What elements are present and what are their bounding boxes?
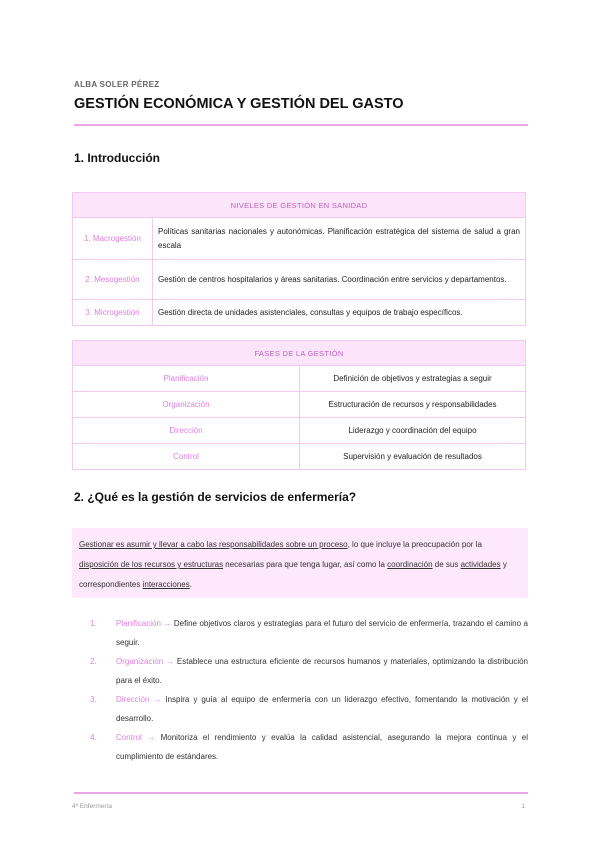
table-row <box>73 444 526 470</box>
phase-description: Liderazgo y coordinación del equipo <box>300 418 526 444</box>
table-row <box>73 366 526 392</box>
phases-table <box>72 340 526 470</box>
footer-course: 4º Enfermería <box>72 803 112 810</box>
underlined-text: coordinación <box>387 560 433 569</box>
quote-text: necesarias para que tenga lugar, así como la <box>223 560 388 569</box>
list-term: Dirección → <box>116 695 162 704</box>
list-number: 1. <box>90 619 97 628</box>
table-row <box>73 418 526 444</box>
document-title: GESTIÓN ECONÓMICA Y GESTIÓN DEL GASTO <box>74 96 404 112</box>
quote-text: . <box>189 580 192 589</box>
list-text: Establece una estructura eficiente de recursos humanos y materiales, optimizando la distribución para el éxito. <box>116 657 528 685</box>
list-term: Control → <box>116 733 156 742</box>
underlined-text: Gestionar es asumir y llevar a cabo las responsabilidades sobre un proceso <box>79 540 348 549</box>
phase-description: Supervisión y evaluación de resultados <box>300 444 526 470</box>
title-divider <box>74 124 528 126</box>
page-number: 1 <box>521 803 525 810</box>
definition-quote-box <box>72 528 528 598</box>
level-description: Gestión de centros hospitalarios y áreas sanitarias. Coordinación entre servicios y departamentos. <box>153 260 526 300</box>
quote-text: y correspondientes <box>79 560 507 589</box>
phase-label: Dirección <box>73 418 300 444</box>
level-label: 1. Macrogestión <box>73 218 153 260</box>
phase-label: Organización <box>73 392 300 418</box>
list-number: 3. <box>90 695 97 704</box>
management-phases-list <box>90 614 528 766</box>
level-label: 2 .Mesogestión <box>73 260 153 300</box>
level-description: Gestión directa de unidades asistenciales, consultas y equipos de trabajo específicos. <box>153 300 526 326</box>
list-item <box>90 728 528 766</box>
list-term: Planificación → <box>116 619 172 628</box>
list-term: Organización → <box>116 657 175 666</box>
list-text: Define objetivos claros y estrategias para el futuro del servicio de enfermería, trazando el camino a seguir. <box>116 619 529 647</box>
levels-table-header: NIVELES DE GESTIÓN EN SANIDAD <box>73 193 526 218</box>
list-number: 2. <box>90 657 97 666</box>
author-name: ALBA SOLER PÉREZ <box>74 80 160 89</box>
phase-label: Control <box>73 444 300 470</box>
phase-description: Estructuración de recursos y responsabilidades <box>300 392 526 418</box>
quote-text: de sus <box>432 560 461 569</box>
underlined-text: disposición de los recursos y estructuras <box>79 560 224 569</box>
list-number: 4. <box>90 733 97 742</box>
level-description: Políticas sanitarias nacionales y autonómicas. Planificación estratégica del sistema de salud a gran escala <box>153 218 526 260</box>
levels-table <box>72 192 526 326</box>
list-item <box>90 614 528 652</box>
table-row <box>73 260 526 300</box>
underlined-text: interacciones <box>142 580 190 589</box>
level-label: 3. Microgestión <box>73 300 153 326</box>
table-row <box>73 392 526 418</box>
phase-description: Definición de objetivos y estrategias a seguir <box>300 366 526 392</box>
quote-text: , lo que incluye la preocupación por la <box>347 540 482 549</box>
footer-divider <box>74 792 528 794</box>
table-row <box>73 300 526 326</box>
phases-table-header: FASES DE LA GESTIÓN <box>73 341 526 366</box>
phase-label: Planificación <box>73 366 300 392</box>
underlined-text: actividades <box>460 560 501 569</box>
list-item <box>90 690 528 728</box>
list-text: Monitoriza el rendimiento y evalúa la calidad asistencial, asegurando la mejora continua y el cumplimiento de estándares. <box>116 733 528 761</box>
table-row <box>73 218 526 260</box>
section-heading-introduccion: 1. Introducción <box>74 151 161 165</box>
section-heading-gestion-enfermeria: 2. ¿Qué es la gestión de servicios de enfermería? <box>74 490 357 504</box>
list-item <box>90 652 528 690</box>
list-text: Inspira y guía al equipo de enfermería con un liderazgo efectivo, fomentando la motivación y el desarrollo. <box>116 695 528 723</box>
